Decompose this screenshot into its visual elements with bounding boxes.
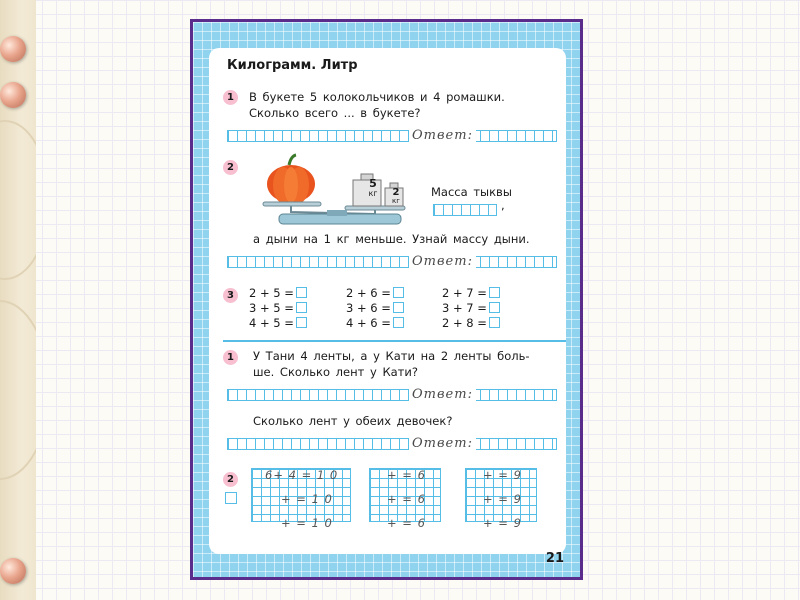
task4-text-line1: У Тани 4 ленты, а у Кати на 2 ленты боль- — [253, 349, 530, 363]
answer-cells[interactable] — [227, 438, 557, 450]
written-equation: + = 9 — [483, 516, 522, 530]
comma: , — [501, 198, 505, 212]
page-grid-background — [193, 22, 580, 577]
task1-text-line1: В букете 5 колокольчиков и 4 ромашки. — [249, 90, 505, 104]
answer-box[interactable] — [296, 302, 307, 313]
weight-label-2: 2 — [392, 187, 400, 198]
answer-box[interactable] — [489, 302, 500, 313]
answer-box[interactable] — [489, 287, 500, 298]
answer-box[interactable] — [489, 317, 500, 328]
written-equation: + = 9 — [483, 492, 522, 506]
written-equation: + = 1 0 — [281, 516, 333, 530]
equation: 4 + 5 = — [249, 316, 307, 331]
equation: 4 + 6 = — [346, 316, 404, 331]
pearl-decoration — [0, 82, 26, 108]
task-number-badge: 1 — [223, 350, 238, 365]
answer-cells[interactable] — [227, 256, 557, 268]
answer-label: Ответ: — [409, 437, 476, 450]
task4-text-line2: ше. Сколько лент у Кати? — [253, 365, 418, 379]
page-number: 21 — [545, 551, 564, 566]
pearl-decoration — [0, 36, 26, 62]
equation: 3 + 7 = — [442, 301, 500, 316]
answer-label: Ответ: — [409, 129, 476, 142]
task-number-badge: 2 — [223, 472, 238, 487]
answer-cells[interactable] — [227, 389, 557, 401]
section-divider — [223, 340, 566, 342]
weight-unit-5: кг — [368, 189, 378, 198]
equation: 3 + 6 = — [346, 301, 404, 316]
equation: 2 + 8 = — [442, 316, 500, 331]
mass-answer-cells[interactable] — [433, 204, 497, 216]
answer-label: Ответ: — [409, 255, 476, 268]
pumpkin-mass-label: Масса тыквы — [431, 185, 512, 199]
task1-text-line2: Сколько всего ... в букете? — [249, 106, 421, 120]
equation: 3 + 5 = — [249, 301, 307, 316]
written-equation: 6+ 4 = 1 0 — [265, 468, 339, 482]
written-equation: + = 1 0 — [281, 492, 333, 506]
task2-text-line2: а дыни на 1 кг меньше. Узнай массу дыни. — [253, 232, 530, 246]
task-number-badge: 1 — [223, 90, 238, 105]
page-sheet — [209, 48, 566, 554]
page-title: Килограмм. Литр — [227, 58, 358, 73]
equation: 2 + 7 = — [442, 286, 500, 301]
task4-question2: Сколько лент у обеих девочек? — [253, 414, 453, 428]
answer-box[interactable] — [393, 287, 404, 298]
written-equation: + = 6 — [387, 492, 426, 506]
answer-box[interactable] — [225, 492, 237, 504]
swirl-decoration — [0, 120, 36, 280]
swirl-decoration — [0, 300, 36, 480]
pearl-decoration — [0, 558, 26, 584]
written-equation: + = 6 — [387, 516, 426, 530]
answer-box[interactable] — [393, 317, 404, 328]
equation: 2 + 6 = — [346, 286, 404, 301]
written-equation: + = 6 — [387, 468, 426, 482]
answer-label: Ответ: — [409, 388, 476, 401]
answer-cells[interactable] — [227, 130, 557, 142]
equation: 2 + 5 = — [249, 286, 307, 301]
decorative-side-strip — [0, 0, 36, 600]
weight-unit-2: кг — [392, 197, 400, 205]
written-equation: + = 9 — [483, 468, 522, 482]
weight-label-5: 5 — [369, 177, 377, 190]
pumpkin-icon — [267, 155, 315, 203]
task-number-badge: 2 — [223, 160, 238, 175]
workbook-page — [190, 19, 583, 580]
task-number-badge: 3 — [223, 288, 238, 303]
answer-box[interactable] — [296, 287, 307, 298]
answer-box[interactable] — [296, 317, 307, 328]
answer-box[interactable] — [393, 302, 404, 313]
